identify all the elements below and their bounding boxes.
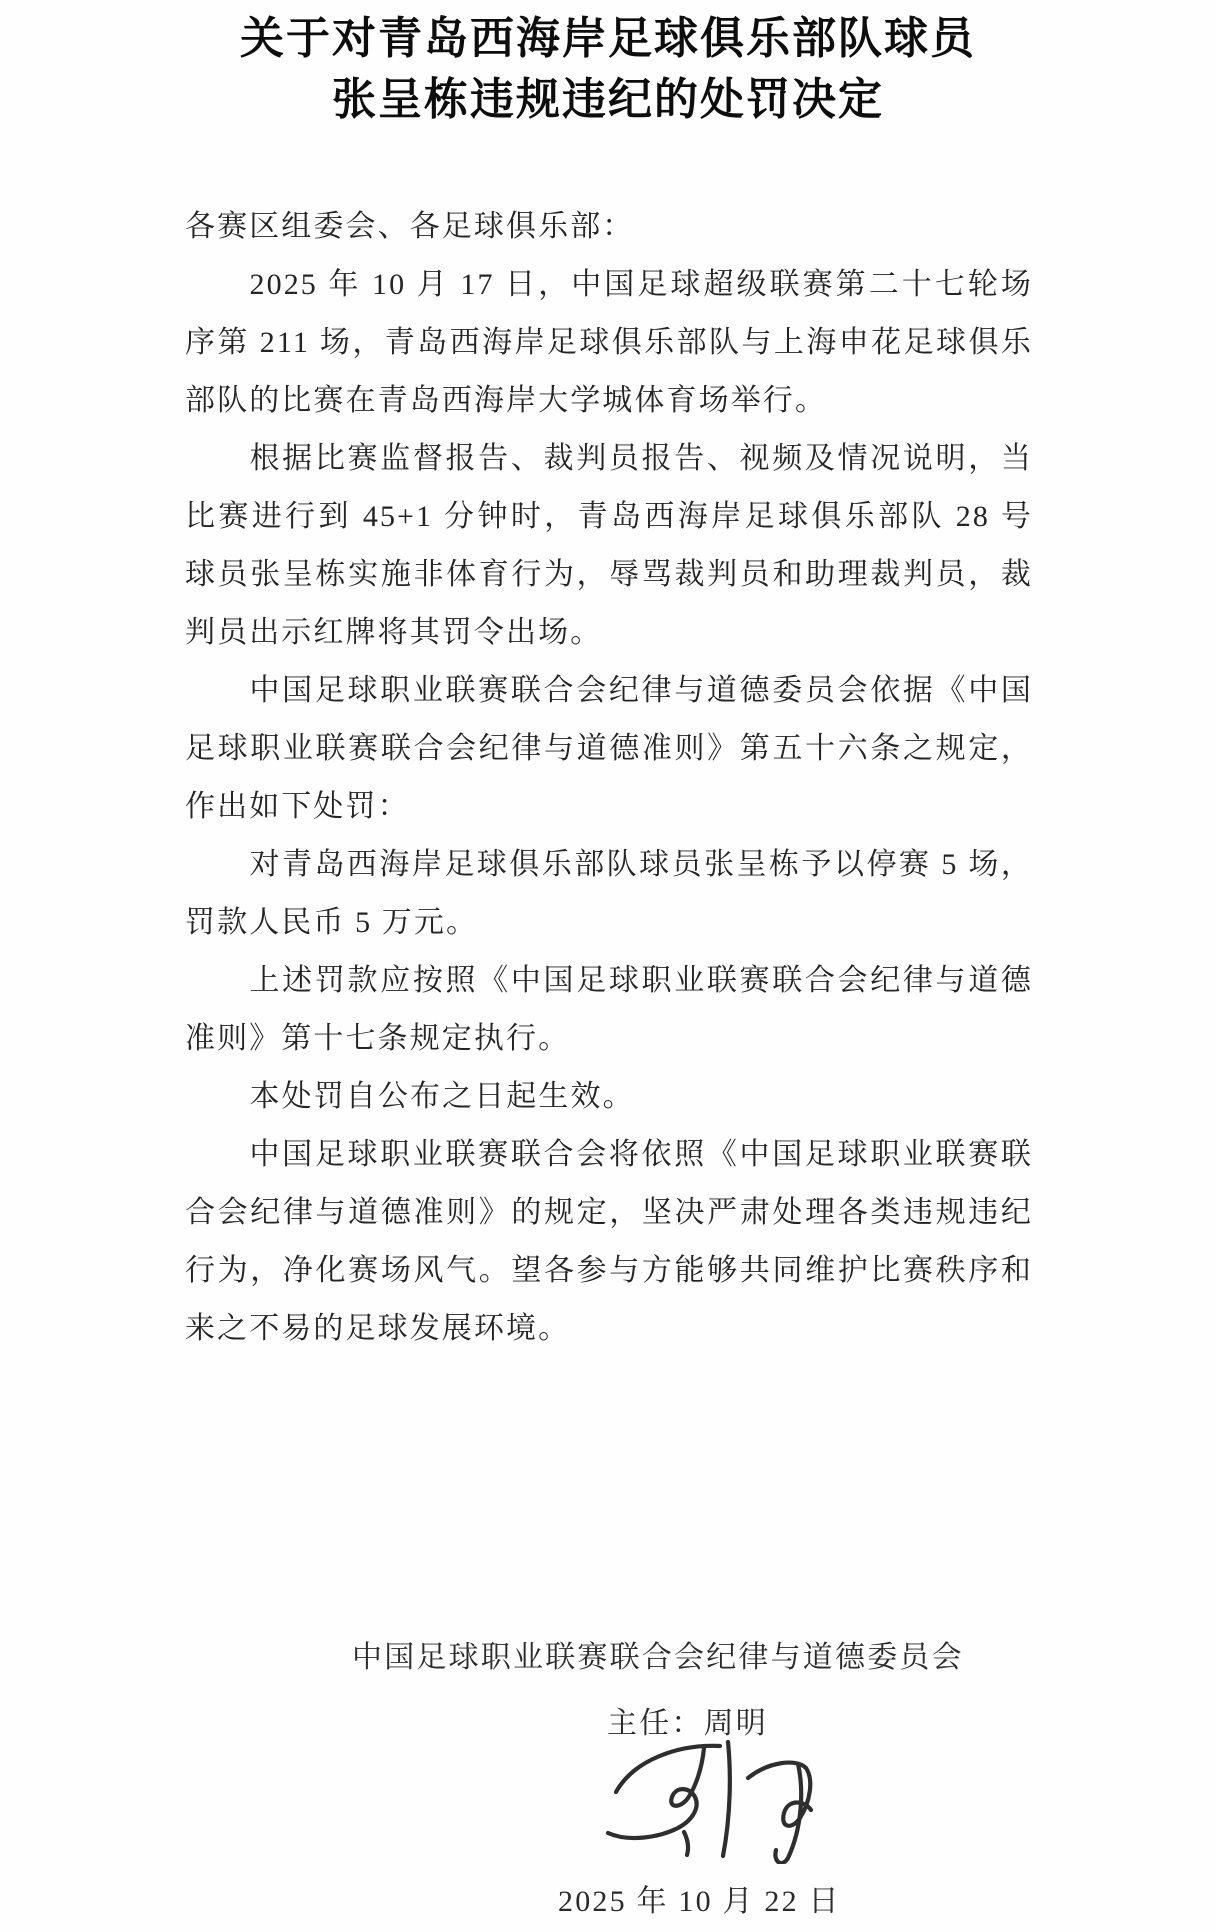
salutation: 各赛区组委会、各足球俱乐部： [185,210,635,243]
doc-body [185,198,1033,1358]
doc-title-line-1: 关于对青岛西海岸足球俱乐部队球员 [240,14,976,63]
doc-title [0,0,1216,130]
paragraph-fine-rule: 上述罚款应按照《中国足球职业联赛联合会纪律与道德准则》第十七条规定执行。 [185,964,1033,1055]
doc-title-line-2: 张呈栋违规违纪的处罚决定 [332,75,884,124]
paragraph-penalty: 对青岛西海岸足球俱乐部队球员张呈栋予以停赛 5 场，罚款人民币 5 万元。 [185,848,1033,939]
handwritten-signature [592,1736,842,1864]
paragraph-incident: 根据比赛监督报告、裁判员报告、视频及情况说明，当比赛进行到 45+1 分钟时，青岛西海岸足球俱乐部队 28 号球员张呈栋实施非体育行为，辱骂裁判员和助理裁判员，裁判员出示红牌将其罚令出场。 [185,442,1033,649]
paragraph-closing: 中国足球职业联赛联合会将依照《中国足球职业联赛联合会纪律与道德准则》的规定，坚决严肃处理各类违规违纪行为，净化赛场风气。望各参与方能够共同维护比赛秩序和来之不易的足球发展环境。 [185,1138,1033,1345]
paragraph-basis: 中国足球职业联赛联合会纪律与道德委员会依据《中国足球职业联赛联合会纪律与道德准则》第五十六条之规定，作出如下处罚： [185,674,1033,823]
signature-committee-name: 中国足球职业联赛联合会纪律与道德委员会 [352,1641,964,1674]
director-label: 主任： [607,1707,704,1740]
signature-date: 2025 年 10 月 22 日 [558,1885,841,1918]
paragraph-match-info: 2025 年 10 月 17 日，中国足球超级联赛第二十七轮场序第 211 场，青岛西海岸足球俱乐部队与上海申花足球俱乐部队的比赛在青岛西海岸大学城体育场举行。 [185,268,1033,417]
paragraph-effective-date: 本处罚自公布之日起生效。 [249,1080,635,1113]
director-name: 周明 [703,1707,769,1740]
